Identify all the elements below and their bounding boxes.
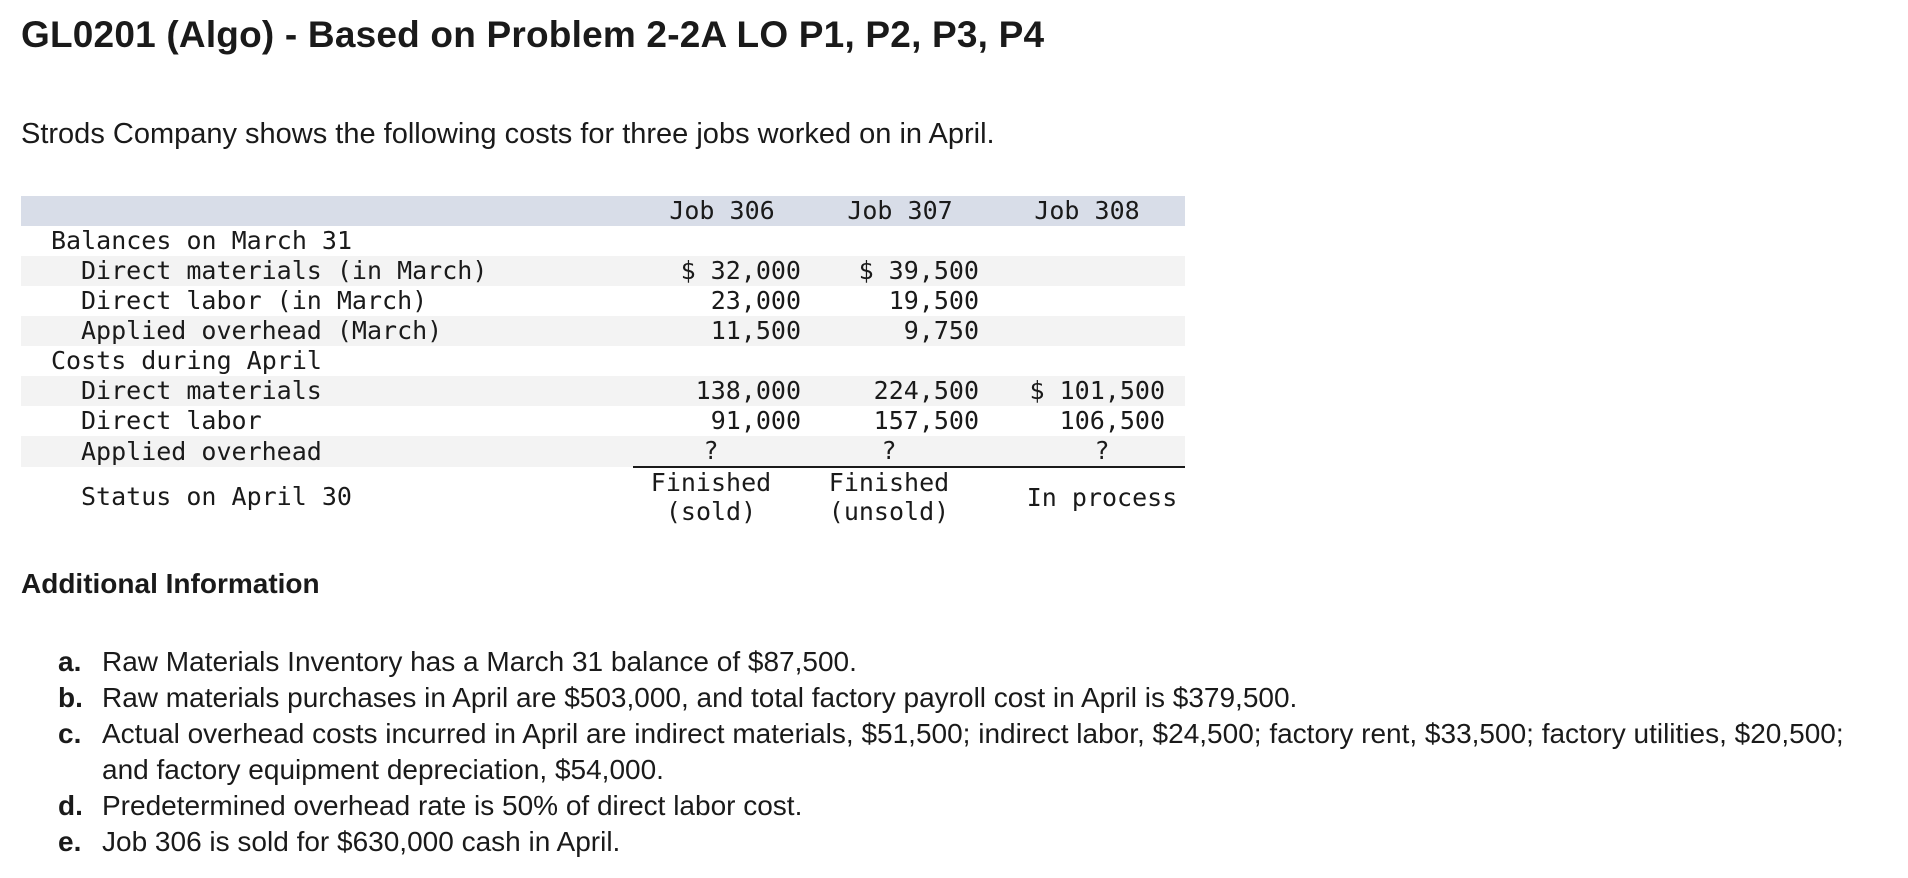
item-letter: c.	[58, 718, 82, 749]
section-row-costs	[21, 346, 1185, 376]
list-item	[58, 824, 1858, 860]
list-item	[58, 680, 1858, 716]
item-text: Predetermined overhead rate is 50% of direct labor cost.	[102, 790, 803, 821]
table-row	[21, 286, 1185, 316]
header-job-306: Job 306	[669, 196, 775, 225]
item-letter: d.	[58, 790, 83, 821]
additional-info-heading: Additional Information	[21, 568, 320, 599]
table-header-row	[21, 196, 1185, 226]
row-label: Direct labor	[81, 406, 262, 435]
table-row	[21, 406, 1185, 436]
row-label: Direct materials (in March)	[81, 256, 488, 285]
table-row	[21, 316, 1185, 346]
cell-job-306: 91,000	[710, 406, 801, 435]
header-label-column	[21, 196, 633, 226]
additional-info-list	[58, 644, 1858, 860]
item-text: Raw materials purchases in April are $503,000, and total factory payroll cost in April is $379,500.	[102, 682, 1298, 713]
status-line: Finished	[650, 468, 772, 497]
status-line: Finished	[828, 468, 950, 497]
row-label: Applied overhead (March)	[81, 316, 443, 345]
intro-text: Strods Company shows the following costs for three jobs worked on in April.	[21, 118, 995, 150]
cell-job-307: 19,500	[888, 286, 979, 315]
list-item	[58, 644, 1858, 680]
cell-job-308: ?	[1094, 436, 1110, 465]
list-item	[58, 788, 1858, 824]
row-label: Status on April 30	[81, 481, 352, 511]
item-text: Raw Materials Inventory has a March 31 balance of $87,500.	[102, 646, 857, 677]
item-letter: e.	[58, 826, 82, 857]
item-letter: a.	[58, 646, 82, 677]
cell-job-308	[989, 286, 1185, 316]
job-cost-table	[21, 196, 1185, 526]
status-line: In process	[1026, 482, 1178, 512]
page-title: GL0201 (Algo) - Based on Problem 2-2A LO P1, P2, P3, P4	[21, 14, 1045, 55]
cell-job-307: ?	[881, 436, 897, 465]
section-label: Costs during April	[51, 346, 322, 375]
cell-job-308: 106,500	[1059, 406, 1165, 435]
row-label: Direct labor (in March)	[81, 286, 428, 315]
cell-job-306: 11,500	[710, 316, 801, 345]
cell-job-306: ?	[703, 436, 719, 465]
status-job-308	[989, 467, 1185, 526]
status-job-306	[633, 467, 811, 526]
cell-job-306: $ 32,000	[680, 256, 801, 285]
item-text: Actual overhead costs incurred in April are indirect materials, $51,500; indirect labor, $24,500; factory rent, $33,500; factory utilities, $20,500; and factory equipment depreciation, $54,000.	[102, 718, 1844, 785]
cell-job-307: 9,750	[903, 316, 979, 345]
cell-job-307: 224,500	[873, 376, 979, 405]
table-row	[21, 256, 1185, 286]
status-line: (unsold)	[828, 497, 950, 526]
section-row-balances	[21, 226, 1185, 256]
cell-job-308	[989, 316, 1185, 346]
cell-job-308	[989, 256, 1185, 286]
row-label: Direct materials	[81, 376, 322, 405]
table-row	[21, 436, 1185, 467]
header-job-308: Job 308	[1034, 196, 1140, 225]
cell-job-308: $ 101,500	[1029, 376, 1165, 405]
header-job-307: Job 307	[847, 196, 953, 225]
cell-job-306: 23,000	[710, 286, 801, 315]
table-row	[21, 376, 1185, 406]
item-letter: b.	[58, 682, 83, 713]
status-row	[21, 467, 1185, 526]
status-job-307	[811, 467, 989, 526]
cell-job-307: 157,500	[873, 406, 979, 435]
list-item	[58, 716, 1858, 788]
section-label: Balances on March 31	[51, 226, 353, 255]
status-line: (sold)	[665, 497, 757, 526]
item-text: Job 306 is sold for $630,000 cash in April.	[102, 826, 621, 857]
cell-job-306: 138,000	[695, 376, 801, 405]
cell-job-307: $ 39,500	[858, 256, 979, 285]
row-label: Applied overhead	[81, 436, 322, 466]
